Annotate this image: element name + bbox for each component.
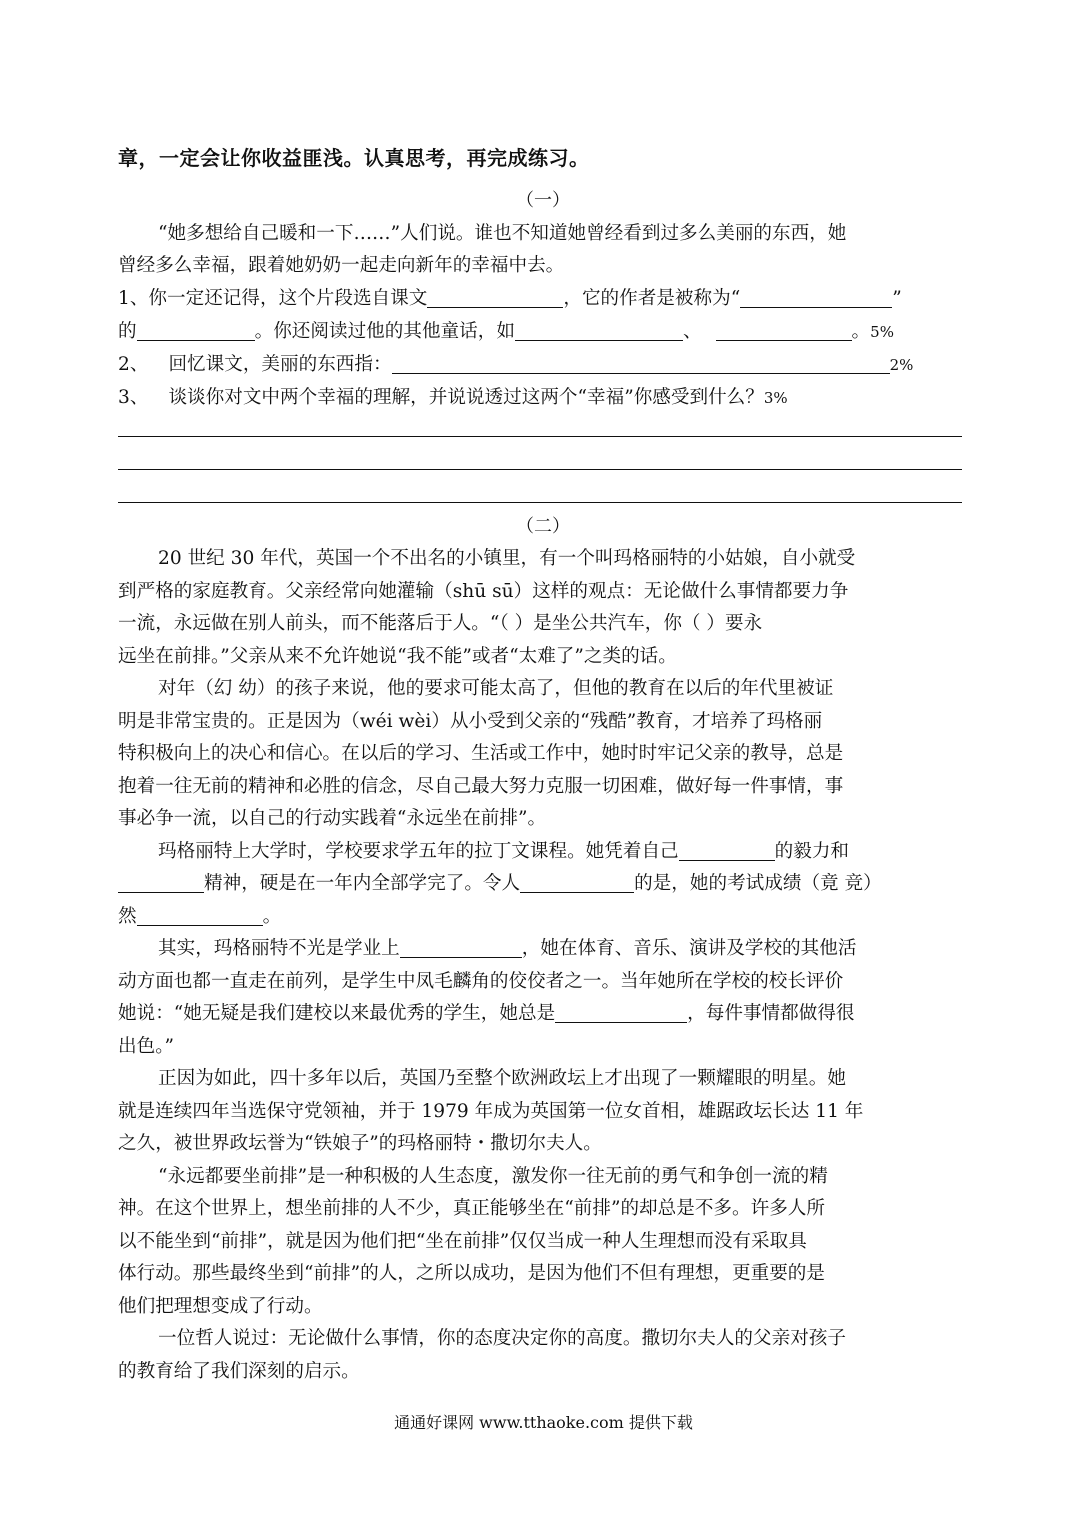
- passage2-line: 事必争一流，以自己的行动实践着“永远坐在前排”。: [118, 808, 547, 829]
- question-3: 3、 谈谈你对文中两个幸福的理解，并说说透过这两个“幸福”你感受到什么？3%: [118, 387, 788, 408]
- question-1: 1、你一定还记得，这个片段选自课文 ，它的作者是被称为“ ”: [118, 288, 902, 309]
- passage2-fill-line: 她说：“她无疑是我们建校以来最优秀的学生，她总是 ，每件事情都做得很: [118, 1003, 855, 1024]
- passage2-fill-line: 玛格丽特上大学时，学校要求学五年的拉丁文课程。她凭着自己 的毅力和: [158, 841, 850, 862]
- answer-blank[interactable]: [137, 320, 255, 341]
- answer-blank[interactable]: [520, 872, 634, 893]
- passage2-line: 一流，永远做在别人前头，而不能落后于人。“（ ）是坐公共汽车，你（ ）要永: [118, 613, 763, 634]
- passage2-line: 远坐在前排。”父亲从来不允许她说“我不能”或者“太难了”之类的话。: [118, 646, 677, 667]
- passage2-line: 动方面也都一直走在前列，是学生中凤毛麟角的佼佼者之一。当年她所在学校的校长评价: [118, 971, 844, 992]
- answer-blank[interactable]: [515, 320, 683, 341]
- passage2-fill-line: 精神，硬是在一年内全部学完了。令人 的是，她的考试成绩（竟 竞）: [118, 868, 968, 900]
- answer-blank[interactable]: [716, 320, 852, 341]
- answer-blank[interactable]: [400, 937, 522, 958]
- passage1-line: “她多想给自己暖和一下……”人们说。谁也不知道她曾经看到过多么美丽的东西，她: [158, 223, 847, 244]
- instruction-heading: 章，一定会让你收益匪浅。认真思考，再完成练习。: [118, 146, 590, 170]
- passage2-line: 到严格的家庭教育。父亲经常向她灌输（shū sū）这样的观点：无论做什么事情都要力争: [118, 581, 849, 602]
- passage1-line: 曾经多么幸福，跟着她奶奶一起走向新年的幸福中去。: [118, 255, 565, 276]
- passage2-line: 神。在这个世界上，想坐前排的人不少，真正能够坐在“前排”的却总是不多。许多人所: [118, 1198, 825, 1219]
- page-footer: 通通好课网 www.tthaoke.com 提供下载: [394, 1413, 693, 1432]
- score-label: 2%: [889, 356, 914, 374]
- passage2-line: 一位哲人说过：无论做什么事情，你的态度决定你的高度。撒切尔夫人的父亲对孩子: [158, 1328, 846, 1349]
- part2-title: （二）: [516, 516, 570, 537]
- answer-line[interactable]: [118, 436, 962, 437]
- passage2-line: 体行动。那些最终坐到“前排”的人，之所以成功，是因为他们不但有理想，更重要的是: [118, 1263, 825, 1284]
- passage2-line: 对年（幻 幼）的孩子来说，他的要求可能太高了，但他的教育在以后的年代里被证: [158, 678, 834, 699]
- passage2-line: 抱着一往无前的精神和必胜的信念，尽自己最大努力克服一切困难，做好每一件事情，事: [118, 776, 844, 797]
- passage2-line: 他们把理想变成了行动。: [118, 1296, 323, 1317]
- answer-blank[interactable]: [555, 1002, 687, 1023]
- passage2-line: “永远都要坐前排”是一种积极的人生态度，激发你一往无前的勇气和争创一流的精: [158, 1166, 828, 1187]
- answer-blank[interactable]: [137, 905, 263, 926]
- passage2-line: 20 世纪 30 年代，英国一个不出名的小镇里，有一个叫玛格丽特的小姑娘，自小就受: [158, 548, 856, 569]
- passage2-fill-line: 其实，玛格丽特不光是学业上 ，她在体育、音乐、演讲及学校的其他活: [158, 938, 857, 959]
- passage2-line: 出色。”: [118, 1036, 174, 1057]
- answer-blank[interactable]: [740, 287, 892, 308]
- passage2-line: 以不能坐到“前排”，就是因为他们把“坐在前排”仅仅当成一种人生理想而没有采取具: [118, 1231, 807, 1252]
- answer-blank[interactable]: [679, 840, 775, 861]
- passage2-line: 特积极向上的决心和信心。在以后的学习、生活或工作中，她时时牢记父亲的教导，总是: [118, 743, 844, 764]
- passage2-line: 的教育给了我们深刻的启示。: [118, 1361, 360, 1382]
- question-1-cont: 的 。你还阅读过他的其他童话，如 、 。5%: [118, 321, 894, 342]
- answer-blank[interactable]: [427, 287, 563, 308]
- passage2-line: 明是非常宝贵的。正是因为（wéi wèi）从小受到父亲的“残酷”教育，才培养了玛格丽: [118, 711, 823, 732]
- answer-line[interactable]: [118, 502, 962, 503]
- passage2-line: 之久，被世界政坛誉为“铁娘子”的玛格丽特・撒切尔夫人。: [118, 1133, 602, 1154]
- passage2-line: 就是连续四年当选保守党领袖，并于 1979 年成为英国第一位女首相，雄踞政坛长达 11 年: [118, 1101, 864, 1122]
- answer-blank[interactable]: [118, 872, 204, 893]
- score-label: 3%: [763, 389, 788, 407]
- answer-line[interactable]: [118, 469, 962, 470]
- answer-blank[interactable]: [392, 353, 890, 374]
- score-label: 5%: [870, 323, 894, 341]
- part1-title: （一）: [516, 190, 570, 211]
- passage2-fill-line: 然 。: [118, 906, 282, 927]
- question-2: 2、 回忆课文，美丽的东西指： 2%: [118, 354, 914, 375]
- passage2-line: 正因为如此，四十多年以后，英国乃至整个欧洲政坛上才出现了一颗耀眼的明星。她: [158, 1068, 846, 1089]
